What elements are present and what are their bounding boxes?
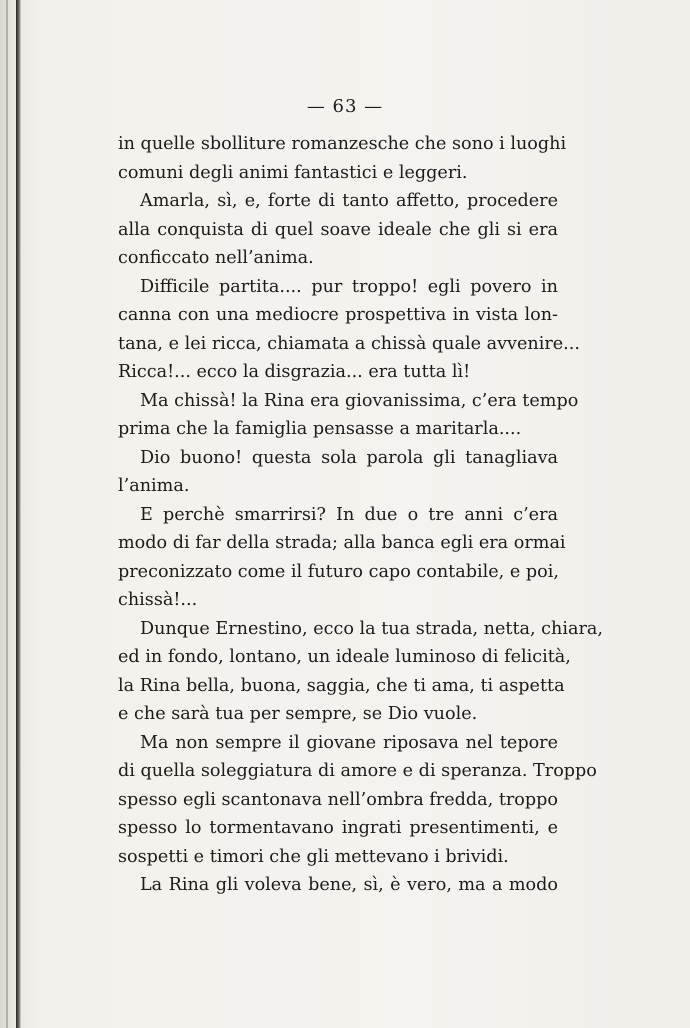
page-shadow-edge — [6, 0, 8, 1028]
text-line: spesso lo tormentavano ingrati presentimenti, e — [118, 818, 558, 838]
text-line: conficcato nell’anima. — [118, 248, 314, 268]
text-line: sospetti e timori che gli mettevano i brividi. — [118, 846, 509, 867]
text-line: Dunque Ernestino, ecco la tua strada, netta, chiara, — [140, 618, 603, 639]
text-line: canna con una mediocre prospettiva in vista lon- — [118, 305, 558, 325]
text-line: ed in fondo, lontano, un ideale luminoso di felicità, — [118, 647, 571, 667]
book-binding-edge — [16, 0, 21, 1028]
text-line: Ma non sempre il giovane riposava nel tepore — [140, 732, 558, 753]
text-line: prima che la famiglia pensasse a maritarla.... — [118, 419, 522, 439]
text-line: comuni degli animi fantastici e leggeri. — [118, 162, 468, 183]
text-line: modo di far della strada; alla banca egli era ormai — [118, 533, 566, 553]
text-line: La Rina gli voleva bene, sì, è vero, ma a modo — [140, 875, 558, 895]
text-line: chissà!... — [118, 590, 198, 610]
body-text — [118, 130, 603, 900]
text-line: la Rina bella, buona, saggia, che ti ama, ti aspetta — [118, 675, 565, 696]
text-line: alla conquista di quel soave ideale che gli si era — [118, 219, 558, 240]
text-line: e che sarà tua per sempre, se Dio vuole. — [118, 704, 478, 724]
text-line: in quelle sbolliture romanzesche che sono i luoghi — [118, 134, 567, 154]
text-line: Ma chissà! la Rina era giovanissima, c’era tempo — [140, 390, 579, 411]
text-line: di quella soleggiatura di amore e di speranza. Troppo — [118, 761, 597, 781]
text-line: Dio buono! questa sola parola gli tanagliava — [140, 447, 558, 468]
text-line: tana, e lei ricca, chiamata a chissà quale avvenire... — [118, 333, 580, 354]
text-line: spesso egli scantonava nell’ombra fredda, troppo — [118, 789, 559, 810]
text-line: E perchè smarrirsi? In due o tre anni c’era — [140, 504, 558, 525]
page-number: — 63 — — [306, 96, 384, 117]
text-line: l’anima. — [118, 476, 190, 496]
text-line: Difficile partita.... pur troppo! egli povero in — [140, 276, 558, 297]
text-line: Amarla, sì, e, forte di tanto affetto, procedere — [140, 191, 558, 211]
text-line: preconizzato come il futuro capo contabile, e poi, — [118, 561, 559, 582]
text-line: Ricca!... ecco la disgrazia... era tutta lì! — [118, 362, 471, 382]
